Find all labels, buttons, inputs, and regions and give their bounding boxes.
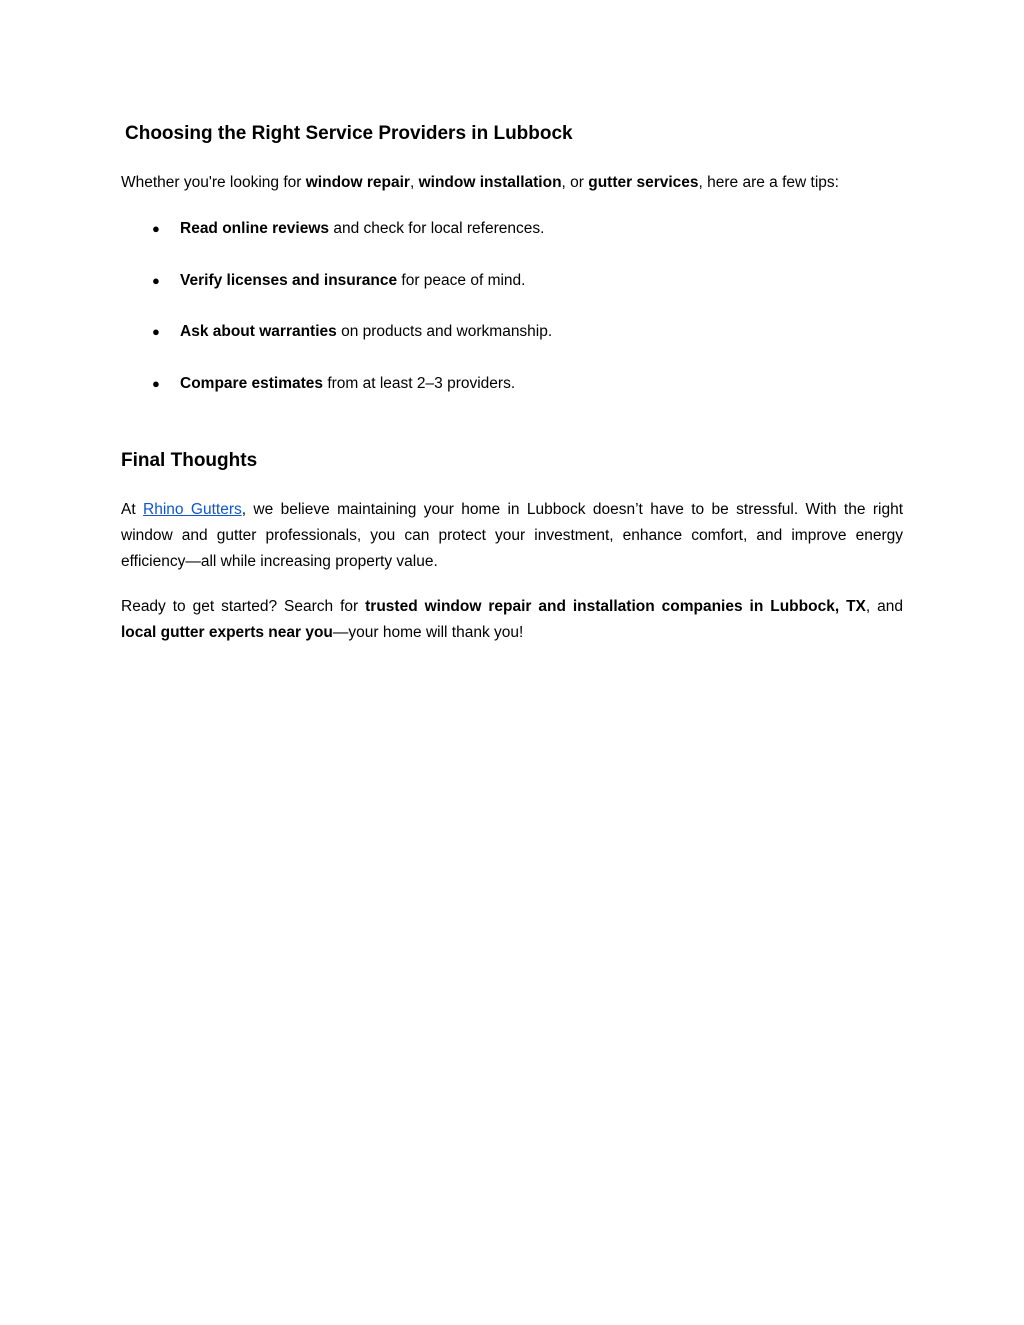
tip-text: from at least 2–3 providers. xyxy=(323,374,516,392)
intro-prefix: Whether you're looking for xyxy=(121,174,306,191)
bullet-icon: ● xyxy=(152,272,160,288)
tip-bold: Verify licenses and insurance xyxy=(180,271,398,289)
list-item xyxy=(121,319,903,371)
intro-term-gutter-services: gutter services xyxy=(588,174,699,191)
list-item xyxy=(121,216,903,268)
cta-mid: , and xyxy=(865,598,903,615)
rhino-gutters-link[interactable]: Rhino Gutters xyxy=(143,501,242,518)
tip-bold: Read online reviews xyxy=(180,220,330,237)
tip-text: for peace of mind. xyxy=(397,271,526,289)
cta-bold-search-term: trusted window repair and installation companies in Lubbock, TX xyxy=(365,598,866,615)
call-to-action-paragraph xyxy=(121,594,903,646)
intro-suffix: , here are a few tips: xyxy=(698,174,839,191)
cta-prefix: Ready to get started? Search for xyxy=(121,598,366,615)
intro-term-window-repair: window repair xyxy=(305,174,410,191)
tip-bold: Ask about warranties xyxy=(180,323,337,341)
tips-list xyxy=(121,216,903,422)
list-item xyxy=(121,268,903,320)
intro-sep-2: , or xyxy=(561,174,589,191)
intro-sep-1: , xyxy=(409,174,419,191)
intro-paragraph xyxy=(121,170,903,196)
tip-text: and check for local references. xyxy=(329,220,545,237)
bullet-icon: ● xyxy=(152,221,160,236)
section-heading-choosing: Choosing the Right Service Providers in Lubbock xyxy=(125,123,573,144)
cta-suffix: —your home will thank you! xyxy=(332,624,524,641)
final-prefix: At xyxy=(121,501,144,518)
section-heading-final-thoughts: Final Thoughts xyxy=(121,450,258,471)
intro-term-window-installation: window installation xyxy=(418,174,562,191)
bullet-icon: ● xyxy=(152,324,160,340)
tip-text: on products and workmanship. xyxy=(336,323,553,341)
final-thoughts-paragraph xyxy=(121,497,903,575)
tip-bold: Compare estimates xyxy=(180,374,324,392)
final-rest: , we believe maintaining your home in Lubbock doesn’t have to be stressful. With the right window and gutter professionals, you can protect your investment, enhance comfort, and improve energy efficiency—all while increasing property value. xyxy=(121,501,903,570)
bullet-icon: ● xyxy=(152,375,160,391)
list-item xyxy=(121,371,903,423)
cta-bold-gutter-experts: local gutter experts near you xyxy=(121,624,333,641)
